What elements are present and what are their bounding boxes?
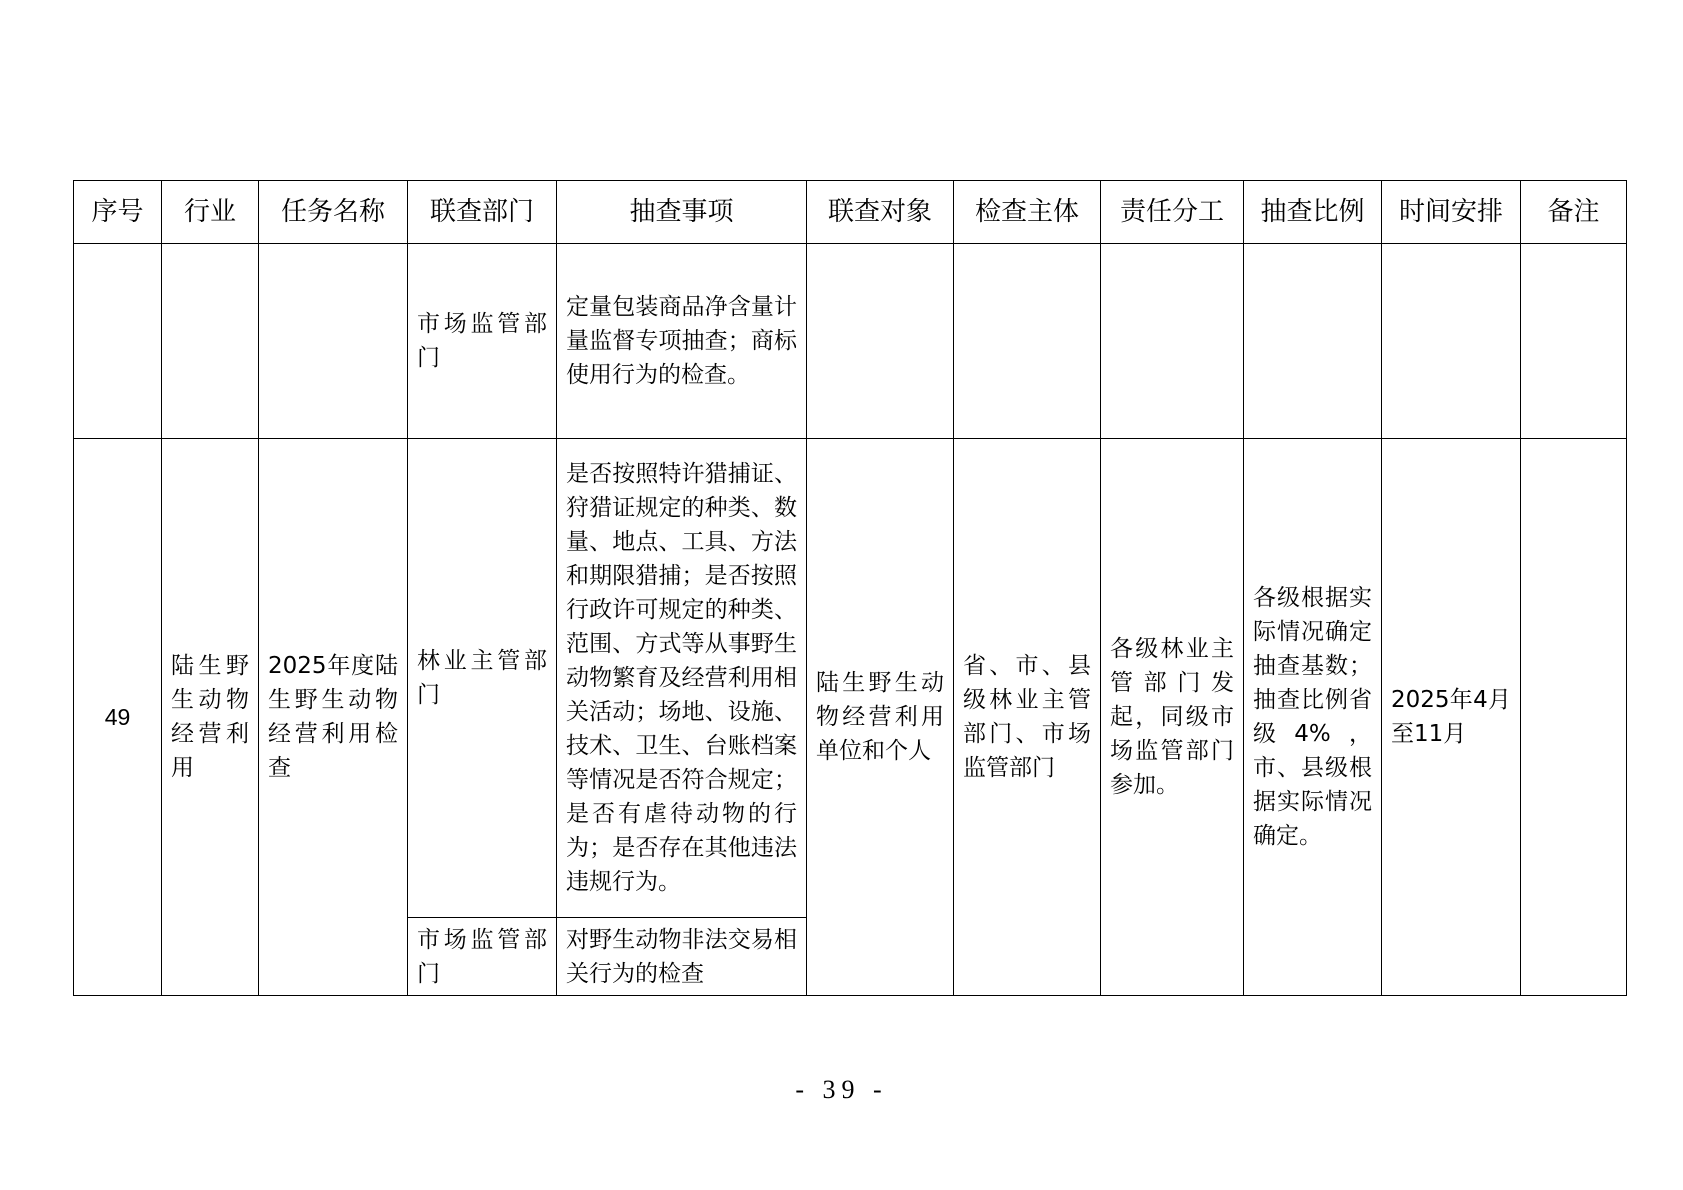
header-task-name: 任务名称 [259, 181, 408, 244]
header-check-items: 抽查事项 [557, 181, 807, 244]
header-joint-target: 联查对象 [807, 181, 954, 244]
table-row-continued [74, 244, 1627, 439]
cell-empty [1382, 244, 1521, 439]
cell-empty [162, 244, 259, 439]
cell-remark [1521, 439, 1627, 996]
cell-continued-items: 定量包装商品净含量计量监督专项抽查；商标使用行为的检查。 [557, 244, 807, 439]
cell-empty [74, 244, 162, 439]
cell-items-market: 对野生动物非法交易相关行为的检查 [557, 918, 807, 996]
cell-empty [954, 244, 1101, 439]
cell-dept-market: 市场监管部门 [408, 918, 557, 996]
header-seq: 序号 [74, 181, 162, 244]
header-remark: 备注 [1521, 181, 1627, 244]
header-time: 时间安排 [1382, 181, 1521, 244]
cell-items-forestry: 是否按照特许猎捕证、狩猎证规定的种类、数量、地点、工具、方法和期限猎捕；是否按照行政许可规定的种类、范围、方式等从事野生动物繁育及经营利用相关活动；场地、设施、技术、卫生、台账档案等情况是否符合规定；是否有虐待动物的行为；是否存在其他违法违规行为。 [557, 439, 807, 918]
header-joint-dept: 联查部门 [408, 181, 557, 244]
cell-empty [1521, 244, 1627, 439]
cell-empty [1244, 244, 1382, 439]
page-number: - 39 - [795, 1075, 888, 1104]
cell-industry: 陆生野生动物经营利用 [162, 439, 259, 996]
header-check-subject: 检查主体 [954, 181, 1101, 244]
cell-dept-forestry: 林业主管部门 [408, 439, 557, 918]
cell-continued-dept: 市场监管部门 [408, 244, 557, 439]
cell-seq: 49 [74, 439, 162, 996]
cell-task-name: 2025年度陆生野生动物经营利用检查 [259, 439, 408, 996]
header-ratio: 抽查比例 [1244, 181, 1382, 244]
task-table [73, 180, 1627, 996]
cell-empty [807, 244, 954, 439]
header-industry: 行业 [162, 181, 259, 244]
cell-empty [259, 244, 408, 439]
cell-check-subject: 省、市、县级林业主管部门、市场监管部门 [954, 439, 1101, 996]
cell-ratio: 各级根据实际情况确定抽查基数；抽查比例省级4%，市、县级根据实际情况确定。 [1244, 439, 1382, 996]
header-row [74, 181, 1627, 244]
cell-time: 2025年4月至11月 [1382, 439, 1521, 996]
cell-empty [1101, 244, 1244, 439]
header-responsibility: 责任分工 [1101, 181, 1244, 244]
table-row-49 [74, 439, 1627, 918]
cell-responsibility: 各级林业主管部门发起，同级市场监管部门参加。 [1101, 439, 1244, 996]
cell-joint-target: 陆生野生动物经营利用单位和个人 [807, 439, 954, 996]
